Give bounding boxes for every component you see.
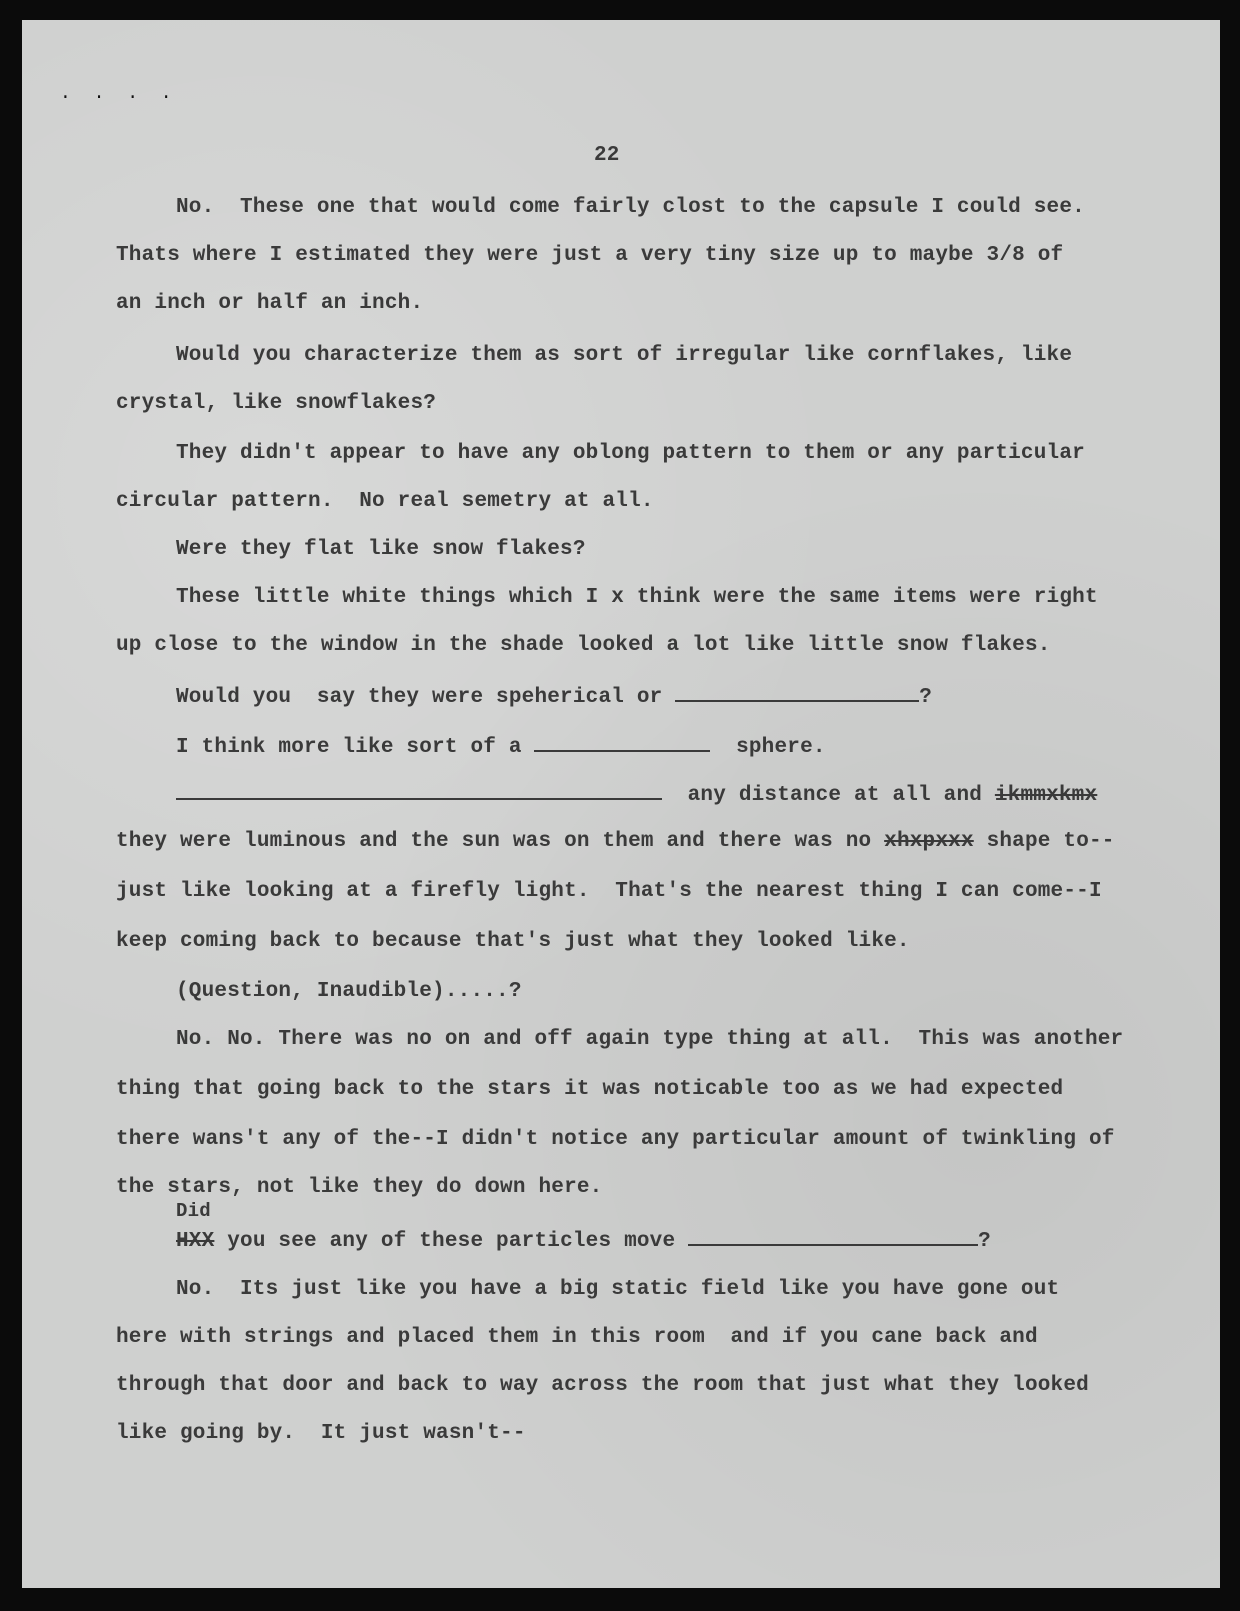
text-line: crystal, like snowflakes? [116,392,437,415]
blank-line [675,682,919,702]
text-line: keep coming back to because that's just what they looked like. [116,930,910,953]
text-line: the stars, not like they do down here. [116,1176,603,1199]
text-line: up close to the window in the shade looked a lot like little snow flakes. [116,634,1051,657]
text-line: Thats where I estimated they were just a very tiny size up to maybe 3/8 of [116,244,1064,267]
text-line: Were they flat like snow flakes? [176,538,586,561]
struck-text: HXX [176,1230,215,1253]
text-line: I think more like sort of a sphere. [176,732,826,759]
text-line: here with strings and placed them in this room and if you cane back and [116,1326,1038,1349]
text-line: there wans't any of the--I didn't notice any particular amount of twinkling of [116,1128,1115,1151]
text-line: These little white things which I x think were the same items were right [176,586,1098,609]
blank-line [688,1226,978,1246]
page-number: 22 [594,144,620,167]
blank-line [534,732,710,752]
text-line: just like looking at a firefly light. That's the nearest thing I can come--I [116,880,1102,903]
text-line: they were luminous and the sun was on them and there was no xhxpxxx shape to-- [116,830,1115,853]
insertion-word: Did [176,1200,211,1222]
corner-mark: . . . . [60,84,178,104]
text-line: No. Its just like you have a big static field like you have gone out [176,1278,1060,1301]
text-line: thing that going back to the stars it was noticable too as we had expected [116,1078,1064,1101]
text-line: They didn't appear to have any oblong pattern to them or any particular [176,442,1085,465]
blank-line [176,780,662,800]
text-line: like going by. It just wasn't-- [116,1422,526,1445]
text-line: Would you say they were speherical or ? [176,682,932,709]
text-line: through that door and back to way across the room that just what they looked [116,1374,1089,1397]
text-line: Would you characterize them as sort of irregular like cornflakes, like [176,344,1073,367]
struck-text: ikmmxkmx [994,784,1098,807]
text-line: No. These one that would come fairly clost to the capsule I could see. [176,196,1085,219]
text-line: an inch or half an inch. [116,292,424,315]
document-page [22,20,1220,1588]
text-line: circular pattern. No real semetry at all. [116,490,654,513]
text-line: (Question, Inaudible).....? [176,980,522,1003]
text-line: any distance at all and ikmmxkmx [176,780,1097,807]
text-line: No. No. There was no on and off again type thing at all. This was another [176,1028,1124,1051]
text-line: HXX you see any of these particles move ? [176,1226,991,1253]
struck-text: xhxpxxx [884,830,974,853]
